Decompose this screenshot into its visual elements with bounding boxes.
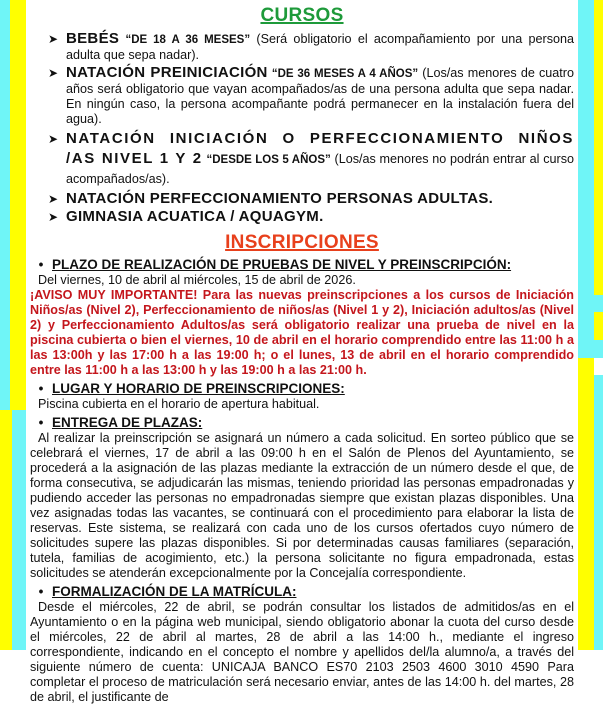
course-item [48,190,574,207]
entrega-text: Al realizar la preinscripción se asignará un número a cada solicitud. En sorteo público que se celebrará el viernes, 17 de abril a las 09:00 h en el Salón de Plenos del Ayuntamiento, se procederá a la asignación de las plazas mediante la extracción de un número desde el que, de forma consecutiva, se adjudicarán las mismas, teniendo prioridad las personas empadronadas y pudiendo acceder las personas no empadronadas siempre que existan plazas disponibles. Una vez asignadas todas las vacantes, se continuará con el procedimiento para elaborar la lista de reservas. Este sistema, se realizará con cada uno de los cursos ofertados cuyo número de solicitudes supere las plazas disponibles. Si por determinadas causas familiares (separación, tutela, familias de acogimiento, etc.) la persona solicitante no figura empadronada, estas solicitudes se atenderán excepcionalmente por la Concejalía correspondiente. [30,431,574,580]
section-title-text: ENTREGA DE PLAZAS: [52,415,203,430]
document-body [30,0,574,705]
course-name: NATACIÓN PERFECCIONAMIENTO PERSONAS ADULTAS. [66,190,494,207]
plazo-dates: Del viernes, 10 de abril al miércoles, 15 de abril de 2026. [38,273,356,287]
border-left-top-inner [10,0,26,410]
dot-bullet-icon: • [38,257,44,272]
lugar-text: Piscina cubierta en el horario de apertura habitual. [38,397,320,411]
cursos-heading: CURSOS [260,5,344,26]
arrowhead-bullet-icon: ➤ [48,192,59,206]
course-item [48,64,575,127]
course-name: NATACIÓN INICIACIÓN O PERFECCIONAMIENTO NIÑOS /AS NIVEL 1 Y 2 [66,130,574,167]
arrowhead-bullet-icon: ➤ [48,66,59,80]
arrowhead-bullet-icon: ➤ [48,210,59,224]
course-list [30,31,574,225]
dot-bullet-icon: • [38,381,44,396]
section-title-text: PLAZO DE REALIZACIÓN DE PRUEBAS DE NIVEL Y PREINSCRIPCIÓN: [52,257,512,272]
course-name: GIMNASIA ACUATICA / AQUAGYM. [66,208,324,225]
border-right-top-outer [594,0,603,295]
section-title-formalizacion [30,584,574,599]
border-right-bottom-outer [594,375,603,650]
course-note: (Los/as menores de cuatro años será obligatorio que vayan acompañados/as de una persona adulta que sepa nadar. En ningún caso, la persona acompañante podrá permanecer en la instalación fuera del agua). [66,66,575,126]
section-title-entrega [30,415,574,430]
section-title-plazo [30,257,574,272]
formalizacion-text: Desde el miércoles, 22 de abril, se podrán consultar los listados de admitidos/as en el Ayuntamiento o en la página web municipal, siendo obligatorio abonar la cuota del curso desde el miércoles, 22 de abril al martes, 28 de abril a las 14:00 h., mediante el ingreso correspondiente, indicando en el concepto el nombre y apellidos del/la alumno/a, a través del siguiente número de cuenta: UNICAJA BANCO ES70 2103 2503 4600 3010 4590 Para completar el proceso de matriculación será necesario enviar, antes de las 14:00 h. del martes, 28 de abril, el justificante de [30,600,574,704]
border-right-bottom-inner [578,358,594,650]
course-age-range: “DE 18 A 36 MESES” [125,34,251,46]
section-title-text: LUGAR Y HORARIO DE PREINSCRIPCIONES: [52,381,345,396]
course-age-range: “DE 36 MESES A 4 AÑOS” [271,68,419,80]
arrowhead-bullet-icon: ➤ [48,132,59,146]
course-item [48,208,574,225]
course-note: (Los/as menores no podrán entrar al curso acompañados/as). [66,152,575,186]
border-left-bottom-inner [12,410,26,650]
dot-bullet-icon: • [38,584,44,599]
course-note: (Será obligatorio el acompañamiento por una persona adulta que sepa nadar). [66,32,575,62]
border-right-top-inner [578,0,594,358]
section-title-text: FORMALIZACIÓN DE LA MATRÍCULA: [52,584,297,599]
section-title-lugar [30,381,574,396]
course-item [48,30,575,63]
border-right-mid2 [594,312,603,340]
course-name: NATACIÓN PREINICIACIÓN [66,64,268,81]
course-name: BEBÉS [66,30,120,47]
arrowhead-bullet-icon: ➤ [48,32,59,46]
border-left-top-outer [0,0,10,410]
important-notice: ¡AVISO MUY IMPORTANTE! Para las nuevas preinscripciones a los cursos de Iniciación Niños/as (Nivel 2), Perfeccionamiento de niños/as (Nivel 1 y 2), Iniciación adultos/as (Nivel 2) y Perfeccionamiento Adultos/as será obligatorio realizar una prueba de nivel en la piscina cubierta o bien el viernes, 10 de abril en el horario comprendido entre las 11:00 h a las 13:00h y las 17:00 h a las 19:00 h; o el lunes, 13 de abril en el horario comprendido entre las 11:00 h a las 13:00 h y las 19:00 h a las 21:00 h. [30,288,574,377]
course-age-range: “DESDE LOS 5 AÑOS” [206,154,331,166]
inscripciones-heading: INSCRIPCIONES [225,232,379,253]
course-item [48,129,575,189]
dot-bullet-icon: • [38,415,44,430]
border-left-bottom-outer [0,410,12,650]
